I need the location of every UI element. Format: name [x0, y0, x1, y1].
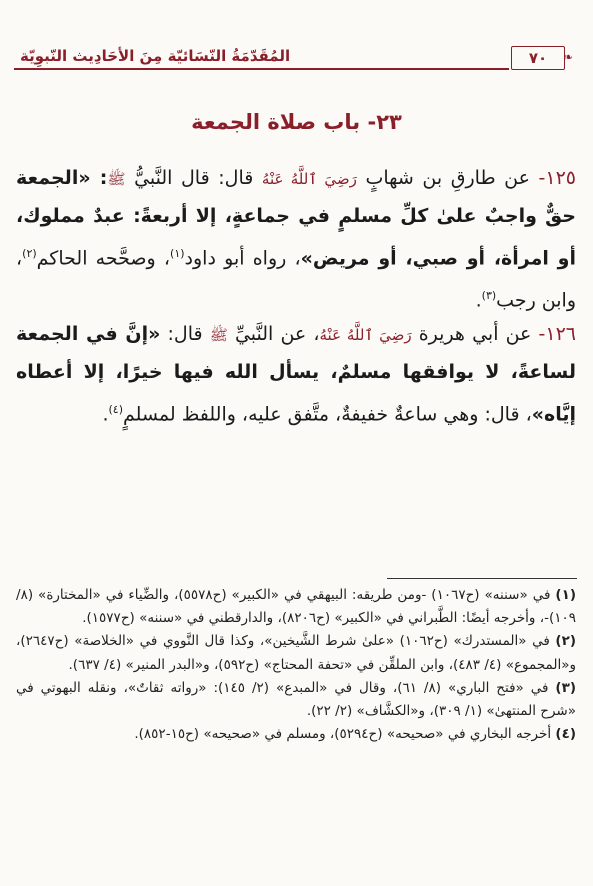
hadith-tail: . [475, 289, 482, 312]
footnote-number: (٤) [555, 726, 576, 743]
footnote-separator [387, 578, 577, 579]
hadith-intro: عن طارقِ بن شهابٍ [365, 167, 530, 189]
footnotes [16, 584, 576, 746]
salawat-icon: ﷺ [209, 326, 228, 344]
narration: ، رواه أبو داود [184, 247, 301, 270]
salawat-icon: ﷺ [107, 170, 126, 188]
footnote-number: (٣) [555, 679, 576, 696]
footnote-text: في «المستدرك» (ح١٠٦٢) «علىٰ شرط الشَّيخين»، وكذا قال النَّووي في «الخلاصة» (ح٢٦٤٧)، و«المجموع» (٤/ ٤٨٣)، وابن الملقِّن في «تحفة المحتاج» (ح٥٩٢)، و«البدر المنير» (٤/ ٦٣٧). [16, 633, 576, 673]
hadith-quote: : «الجمعة حقٌّ واجبٌ علىٰ كلِّ مسلمٍ في جماعةٍ، إلا أربعةً: عبدٌ مملوك، أو امرأة، أو صبي، أو مريض» [16, 167, 576, 270]
footnote-text: في «سننه» (ح١٠٦٧) -ومن طريقه: البيهقي في «الكبير» (ح٥٥٧٨)، والضِّياء في «المختارة» (٨/ ١٠٩)-، وأخرجه أيضًا: الطَّبراني في «الكبير» (ح٨٢٠٦)، والدارقطني في «سننه» (ح١٥٧٧). [16, 587, 576, 627]
footnote-2 [16, 630, 576, 676]
page-header [14, 44, 573, 74]
said-prophet: ، عن النَّبيِّ [234, 323, 320, 345]
footnote-3 [16, 677, 576, 723]
footnote-ref-4[interactable]: (٤) [108, 403, 124, 416]
footnote-text: أخرجه البخاري في «صحيحه» (ح٥٢٩٤)، ومسلم في «صحيحه» (ح١٥-٨٥٢). [134, 726, 552, 743]
narration-end: ، قال: وهي ساعةٌ خفيفةٌ، متَّفق عليه، واللفظ لمسلمٍ [123, 403, 532, 426]
narration-end: ، وابن رجب [16, 247, 576, 312]
header-rule [14, 68, 509, 70]
honorific: رَضِيَ ٱللَّهُ عَنْهُ [319, 326, 412, 344]
footnote-ref-1[interactable]: (١) [170, 247, 185, 260]
quote-prefix: قال: [160, 323, 210, 345]
footnote-ref-3[interactable]: (٣) [481, 289, 497, 303]
ornament-icon: ❧ [562, 50, 573, 64]
hadith-number: ١٢٦- [538, 323, 576, 345]
hadith-number: ١٢٥- [538, 167, 577, 189]
hadith-126 [16, 316, 576, 433]
running-title: المُقَدّمَةُ النّسَائيّة مِنَ الأحَادِيث النّبوِيّة [20, 47, 291, 65]
hadith-125 [16, 160, 576, 320]
narration-mid: ، وصحَّحه الحاكم [36, 247, 171, 270]
honorific: رَضِيَ ٱللَّهُ عَنْهُ [261, 170, 357, 188]
said-prophet: قال: قال النَّبيُّ [134, 167, 254, 189]
chapter-title: ٢٣- باب صلاة الجمعة [191, 110, 402, 134]
footnote-ref-2[interactable]: (٢) [22, 247, 37, 260]
footnote-number: (٢) [555, 633, 577, 650]
footnote-number: (١) [555, 587, 576, 603]
hadith-quote: «إنَّ في الجمعة لساعةً، لا يوافقها مسلمٌ، يسأل الله فيها خيرًا، إلا أعطاه إيَّاه» [16, 323, 576, 426]
hadith-tail: . [102, 403, 109, 426]
footnote-4 [16, 723, 576, 746]
footnote-text: في «فتح الباري» (٨/ ٦١)، وقال في «المبدع» (٢/ ١٤٥): «رواته ثقاتٌ»، ونقله البهوتي في «شرح المنتهىٰ» (١/ ٣٠٩)، و«الكشَّاف» (٢/ ٢٢). [16, 679, 576, 720]
footnote-1 [16, 584, 576, 630]
page-number: ٧٠ [511, 46, 565, 70]
hadith-intro: عن أبي هريرة [418, 323, 532, 345]
